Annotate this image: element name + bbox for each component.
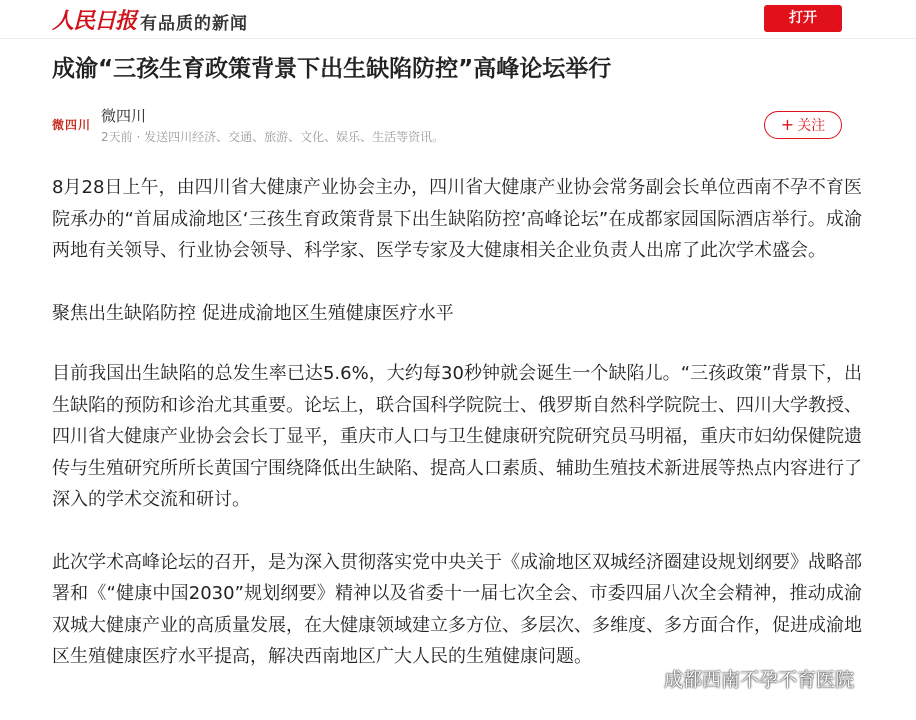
wechat-icon [634, 667, 660, 694]
article-title: 成渝“三孩生育政策背景下出生缺陷防控”高峰论坛举行 [52, 56, 612, 82]
paragraph-subheading: 聚焦出生缺陷防控 促进成渝地区生殖健康医疗水平 [52, 302, 454, 324]
paragraph: 此次学术高峰论坛的召开，是为深入贯彻落实党中央关于《成渝地区双城经济圈建设规划纲要》战略部署和《“健康中国2030”规划纲要》精神以及省委十一届七次全会、市委四届八次全会精神，推动成渝双城大健康产业的高质量发展，在大健康领域建立多方位、多层次、多维度、多方面合作，促进成渝地区生殖健康医疗水平提高，解决西南地区广大人民的生殖健康问题。 [52, 551, 862, 667]
watermark [634, 665, 854, 694]
article-body [52, 172, 862, 704]
slogan: 有品质的新闻 [140, 14, 248, 34]
paragraph: 8月28日上午，由四川省大健康产业协会主办，四川省大健康产业协会常务副会长单位西南不孕不育医院承办的“首届成渝地区‘三孩生育政策背景下出生缺陷防控’高峰论坛”在成都家园国际酒店举行。成渝两地有关领导、行业协会领导、科学家、医学专家及大健康相关企业负责人出席了此次学术盛会。 [52, 177, 862, 261]
paragraph: 目前我国出生缺陷的总发生率已达5.6%，大约每30秒钟就会诞生一个缺陷儿。“三孩政策”背景下，出生缺陷的预防和诊治尤其重要。论坛上，联合国科学院院士、俄罗斯自然科学院院士、四川大学教授、四川省大健康产业协会会长丁显平，重庆市人口与卫生健康研究院研究员马明福，重庆市妇幼保健院遗传与生殖研究所所长黄国宁围绕降低出生缺陷、提高人口素质、辅助生殖技术新进展等热点内容进行了深入的学术交流和研讨。 [52, 363, 862, 510]
header-divider [0, 38, 916, 39]
follow-label: 关注 [797, 118, 826, 134]
plus-icon: + [780, 115, 795, 134]
people-daily-logo[interactable]: 人民日报 [52, 8, 137, 34]
watermark-text: 成都西南不孕不育医院 [664, 669, 855, 691]
author-meta: 2天前 · 发送四川经济、交通、旅游、文化、娱乐、生活等资讯。 [101, 130, 445, 144]
follow-button[interactable] [764, 111, 842, 139]
open-app-button[interactable]: 打开 [764, 5, 842, 32]
author-name[interactable]: 微四川 [101, 107, 147, 125]
author-avatar[interactable]: 微四川 [52, 118, 92, 132]
top-bar [0, 0, 916, 38]
